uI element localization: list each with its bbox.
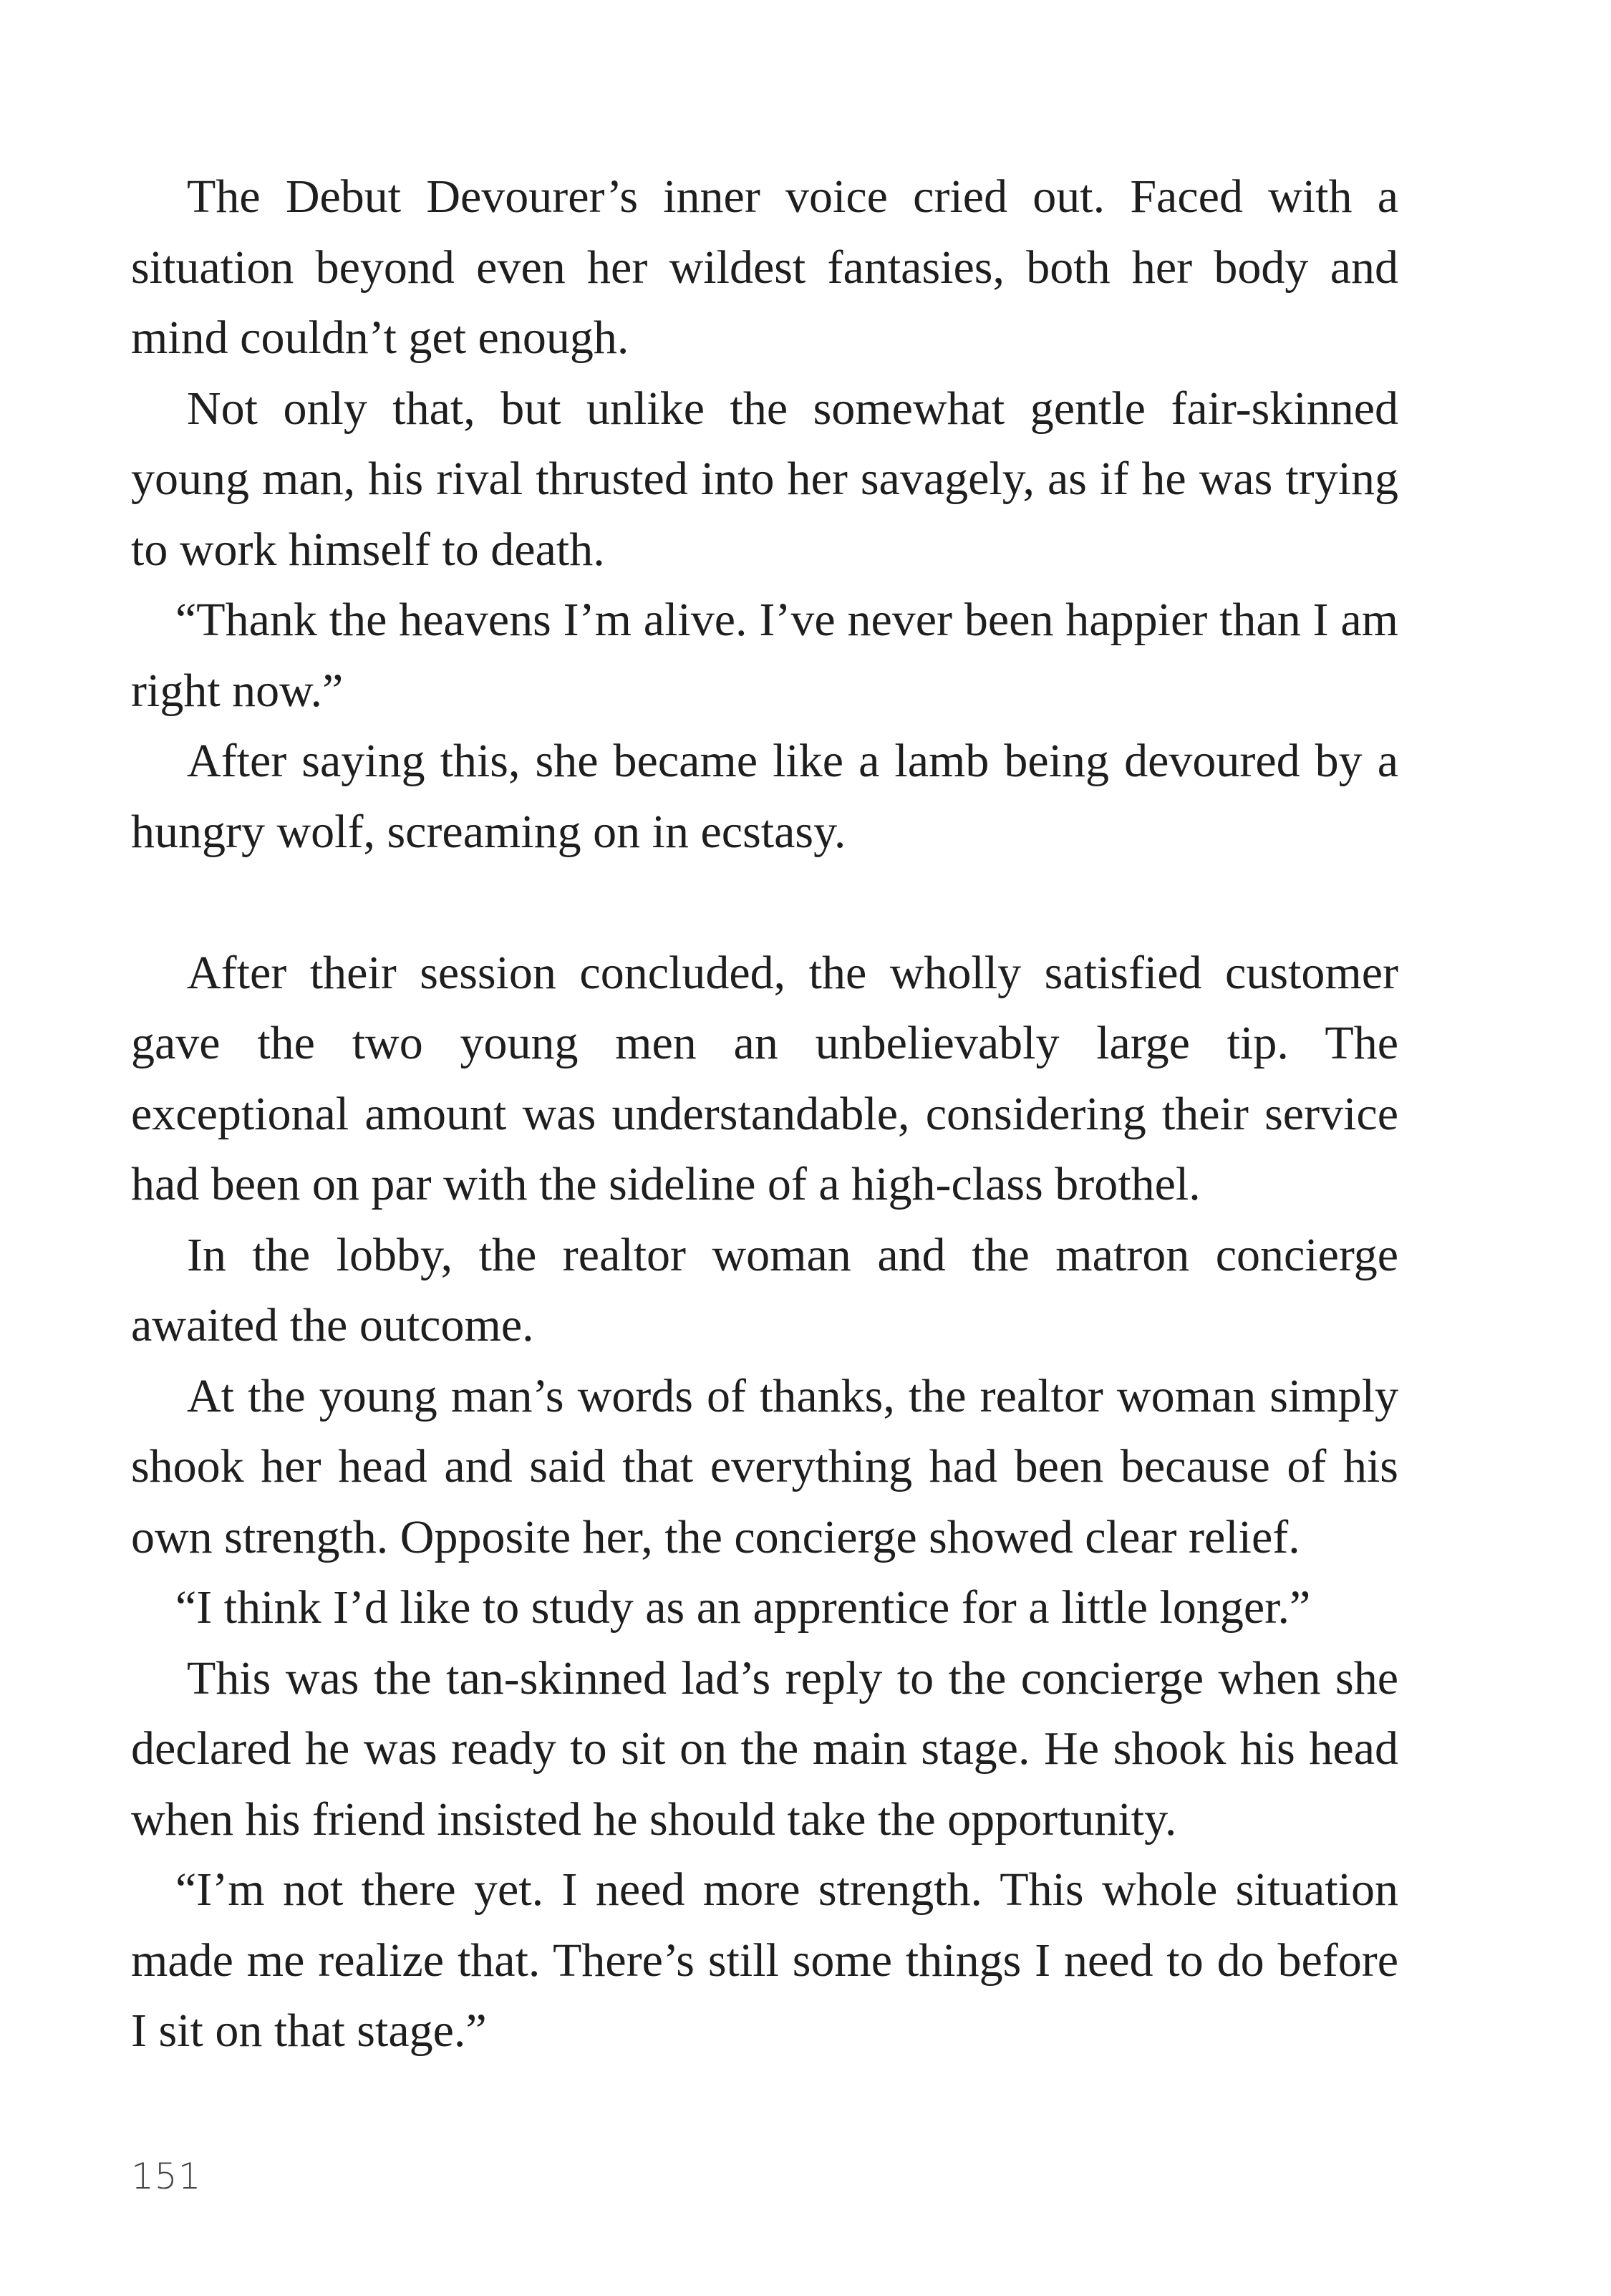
dialogue-paragraph: “I’m not there yet. I need more strength. This whole situation made me realize that. There’s still some things I need to do before I sit on that stage.”	[131, 1863, 1398, 2057]
dialogue-paragraph: “I think I’d like to study as an apprentice for a little longer.”	[175, 1581, 1311, 1634]
paragraph: In the lobby, the realtor woman and the matron concierge awaited the outcome.	[131, 1228, 1398, 1351]
paragraph: After their session concluded, the wholly satisfied customer gave the two young men an unbelievably large tip. The exceptional amount was understandable, considering their service had been on par with the sideline of a high-class brothel.	[131, 946, 1398, 1210]
page-number: 151	[131, 2156, 202, 2197]
paragraph: This was the tan-skinned lad’s reply to the concierge when she declared he was ready to sit on the main stage. He shook his head when his friend insisted he should take the opportunity.	[131, 1651, 1398, 1846]
body-text	[131, 162, 1398, 2067]
paragraph: After saying this, she became like a lamb being devoured by a hungry wolf, screaming on in ecstasy.	[131, 735, 1398, 858]
paragraph: At the young man’s words of thanks, the realtor woman simply shook her head and said that everything had been because of his own strength. Opposite her, the concierge showed clear relief.	[131, 1369, 1398, 1563]
dialogue-paragraph: “Thank the heavens I’m alive. I’ve never been happier than I am right now.”	[131, 594, 1398, 717]
paragraph: Not only that, but unlike the somewhat gentle fair-skinned young man, his rival thrusted into her savagely, as if he was trying to work himself to death.	[131, 382, 1398, 576]
paragraph: The Debut Devourer’s inner voice cried out. Faced with a situation beyond even her wildest fantasies, both her body and mind couldn’t get enough.	[131, 170, 1398, 364]
